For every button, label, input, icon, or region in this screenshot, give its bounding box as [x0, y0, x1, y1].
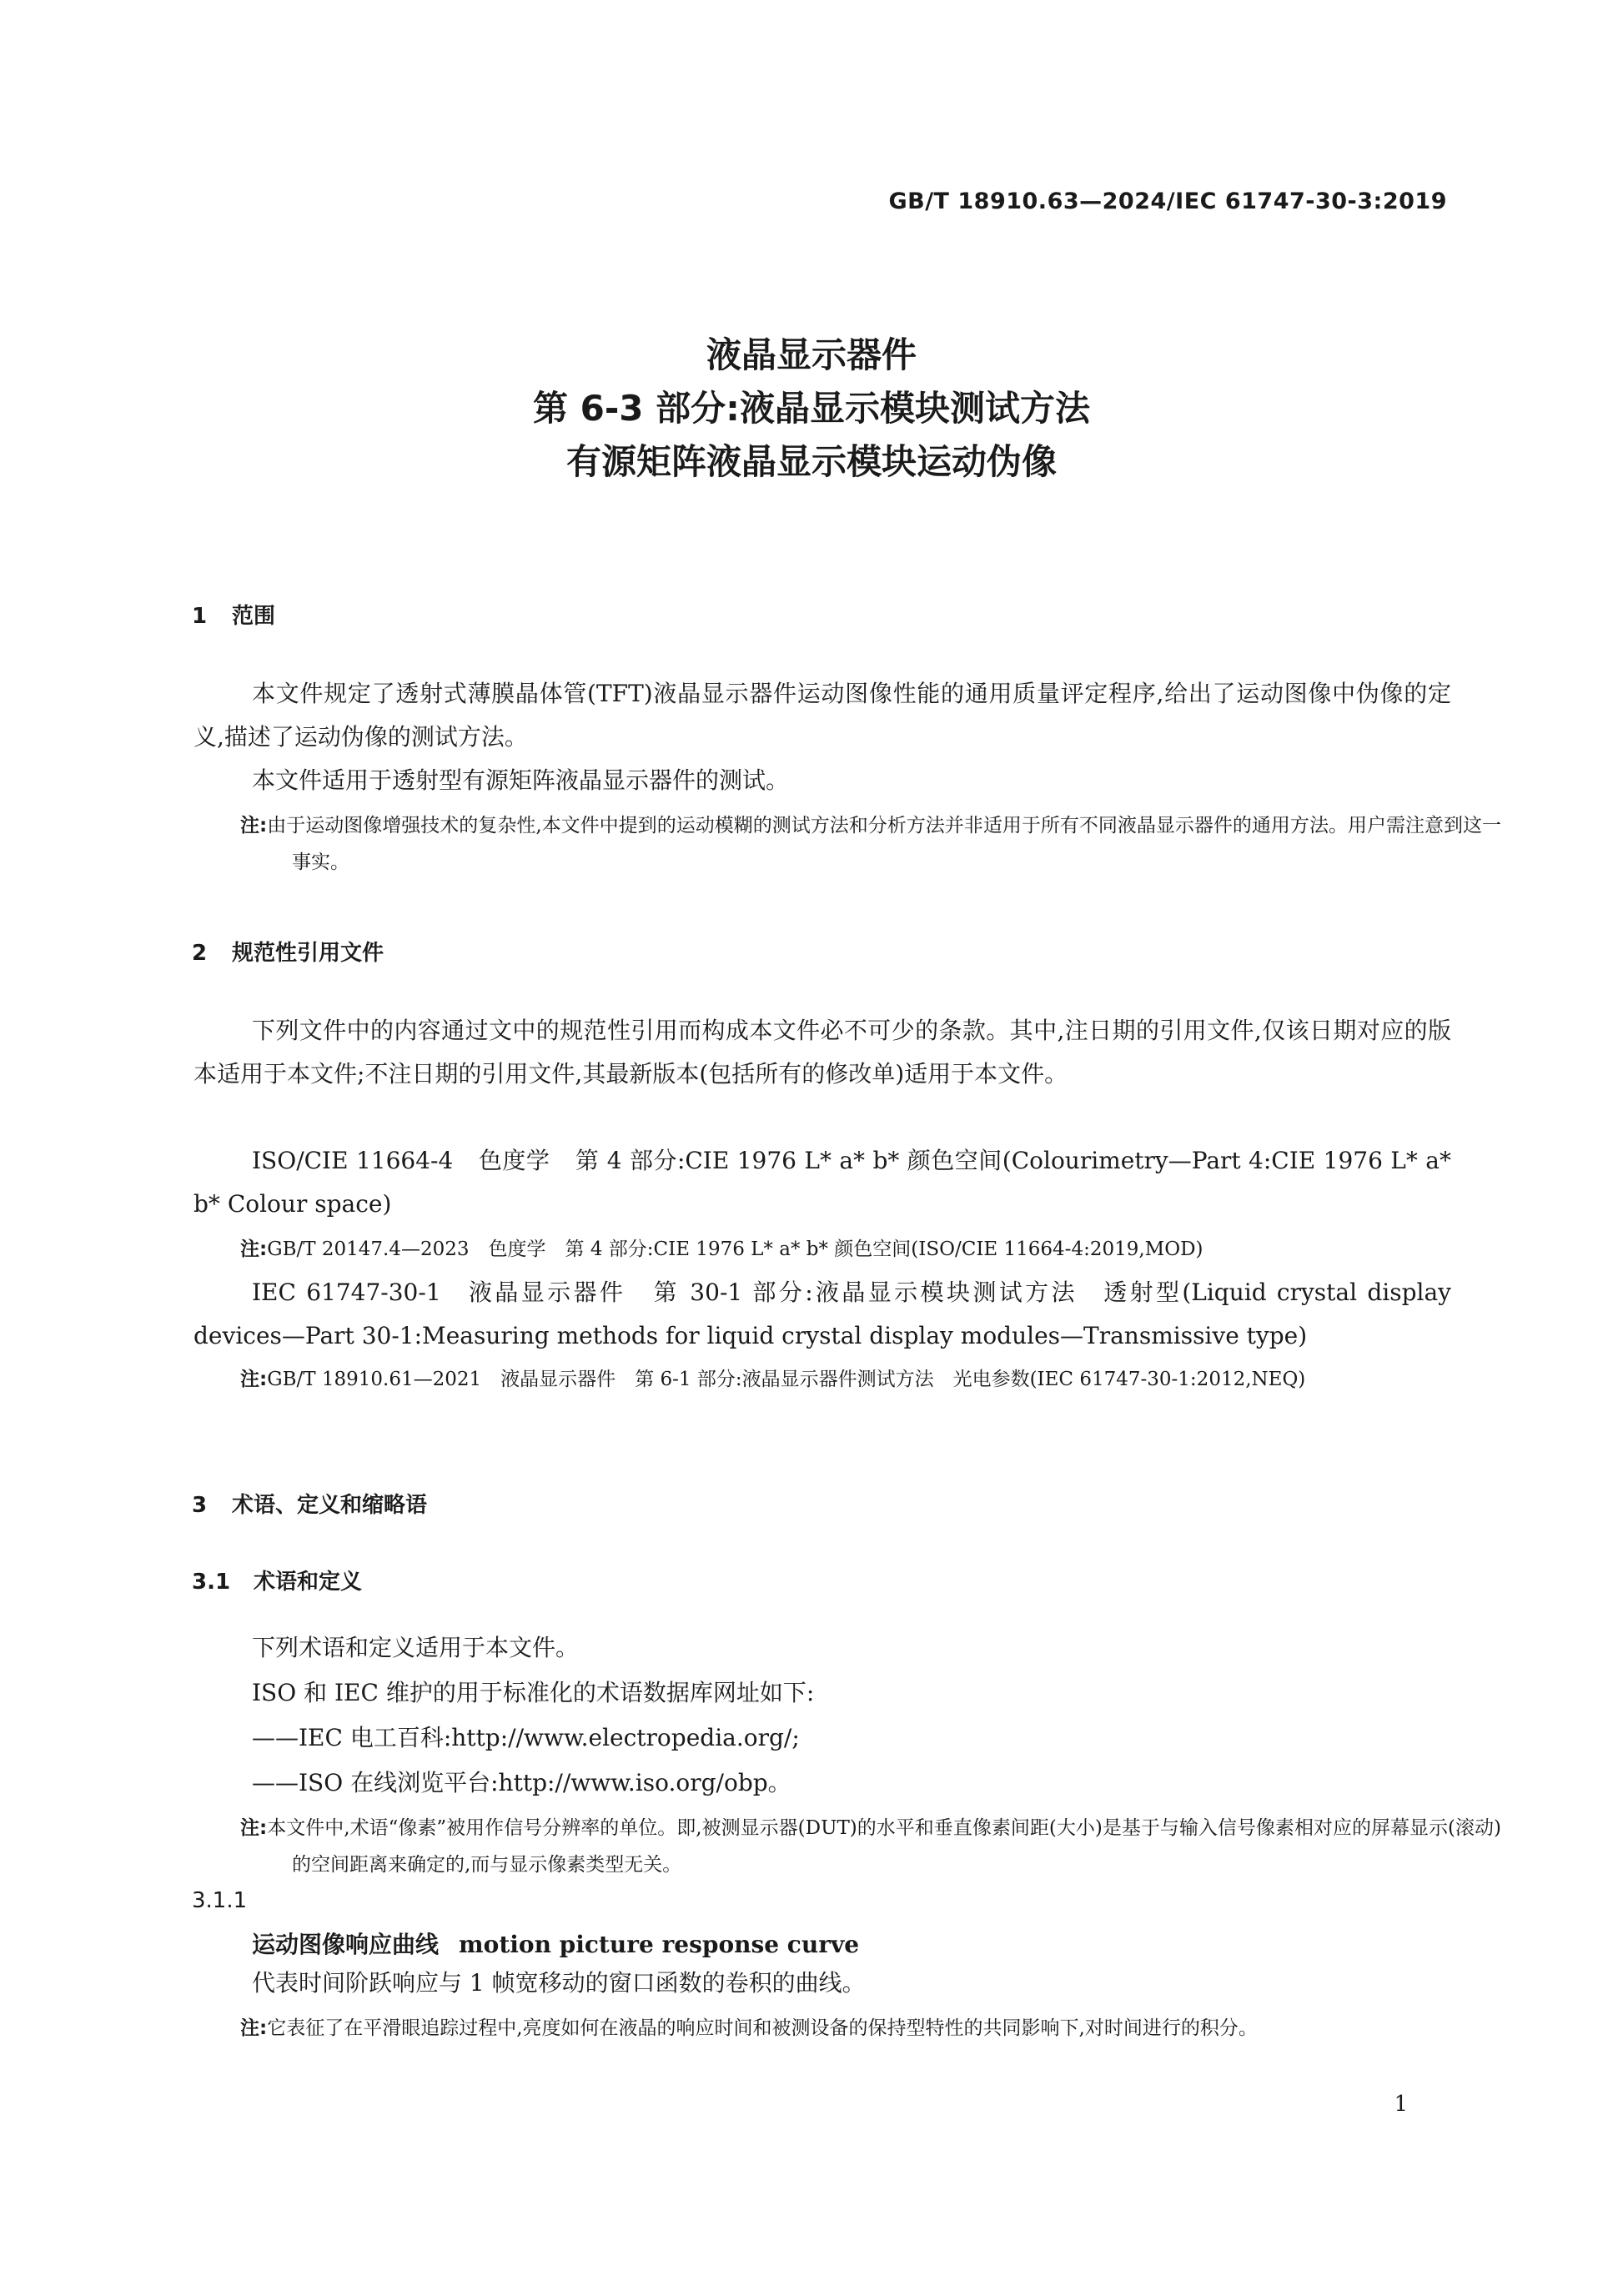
- section-title: 规范性引用文件: [232, 941, 384, 966]
- section-3-1-note: [240, 1810, 1501, 1883]
- electropedia-link: ——IEC 电工百科:http://www.electropedia.org/;: [252, 1724, 800, 1751]
- note-label: 注:: [240, 2017, 268, 2039]
- reference-title-a: 色度学: [478, 1147, 550, 1174]
- reference-title-b: 第 30-1 部分:液晶显示模块测试方法 透射型(Liquid crystal display devices—Part 30-1:Measuring methods for liquid crystal display modules—Transmissive type): [193, 1279, 1451, 1349]
- title-line-2: 第 6-3 部分:液晶显示模块测试方法: [533, 388, 1090, 429]
- section-1-note: [240, 807, 1501, 881]
- note-text: 由于运动图像增强技术的复杂性,本文件中提到的运动模糊的测试方法和分析方法并非适用于所有不同液晶显示器件的通用方法。用户需注意到这一事实。: [267, 815, 1502, 873]
- term-definition: 代表时间阶跃响应与 1 帧宽移动的窗口函数的卷积的曲线。: [252, 1969, 866, 1997]
- page-number: 1: [1394, 2092, 1408, 2117]
- standard-number: GB/T 18910.63—2024/IEC 61747-30-3:2019: [888, 188, 1447, 214]
- note-label: 注:: [240, 1238, 268, 1260]
- title-line-3: 有源矩阵液晶显示模块运动伪像: [565, 441, 1057, 482]
- reference-1: [193, 1139, 1451, 1226]
- section-2-heading: [192, 936, 384, 967]
- section-title: 范围: [232, 604, 276, 629]
- title-line-1: 液晶显示器件: [706, 334, 917, 375]
- section-title: 术语和定义: [254, 1570, 363, 1595]
- section-3-1-line-1: 下列术语和定义适用于本文件。: [252, 1634, 580, 1661]
- reference-title-b: 第 4 部分:CIE 1976 L* a* b* 颜色空间(Colourimetry—Part 4:CIE 1976 L* a* b* Colour space): [193, 1147, 1451, 1218]
- term-number: 3.1.1: [192, 1888, 248, 1913]
- section-number: 1: [192, 604, 208, 629]
- note-text: GB/T 18910.61—2021 液晶显示器件 第 6-1 部分:液晶显示器件测试方法 光电参数(IEC 61747-30-1:2012,NEQ): [267, 1369, 1306, 1390]
- section-number: 2: [192, 941, 208, 966]
- section-title: 术语、定义和缩略语: [232, 1493, 428, 1518]
- document-title: [0, 329, 1623, 489]
- section-1-paragraph-2: 本文件适用于透射型有源矩阵液晶显示器件的测试。: [252, 766, 790, 794]
- section-1-heading: [192, 599, 275, 630]
- section-3-1-heading: [192, 1565, 362, 1595]
- term-note: [240, 2010, 1501, 2047]
- note-text: 它表征了在平滑眼追踪过程中,亮度如何在液晶的响应时间和被测设备的保持型特性的共同影响下,对时间进行的积分。: [267, 2017, 1258, 2039]
- note-label: 注:: [240, 1817, 268, 1839]
- note-label: 注:: [240, 1369, 268, 1390]
- section-number: 3.1: [192, 1570, 231, 1595]
- term-chinese: 运动图像响应曲线: [252, 1931, 440, 1958]
- reference-2: [193, 1271, 1451, 1358]
- note-label: 注:: [240, 815, 268, 837]
- section-3-1-line-2: ISO 和 IEC 维护的用于标准化的术语数据库网址如下:: [252, 1679, 815, 1706]
- reference-2-note: [240, 1361, 1501, 1398]
- section-number: 3: [192, 1493, 208, 1518]
- reference-1-note: [240, 1231, 1501, 1268]
- section-1-paragraph-1: 本文件规定了透射式薄膜晶体管(TFT)液晶显示器件运动图像性能的通用质量评定程序,给出了运动图像中伪像的定义,描述了运动伪像的测试方法。: [193, 680, 1451, 751]
- note-text: GB/T 20147.4—2023 色度学 第 4 部分:CIE 1976 L* a* b* 颜色空间(ISO/CIE 11664-4:2019,MOD): [267, 1238, 1203, 1260]
- reference-title-a: 液晶显示器件: [465, 1279, 626, 1306]
- section-3-heading: [192, 1488, 427, 1519]
- term-heading: [252, 1927, 859, 1960]
- iso-obp-link: ——ISO 在线浏览平台:http://www.iso.org/obp。: [252, 1769, 791, 1796]
- reference-id: ISO/CIE 11664-4: [252, 1147, 454, 1174]
- note-text: 本文件中,术语“像素”被用作信号分辨率的单位。即,被测显示器(DUT)的水平和垂直像素间距(大小)是基于与输入信号像素相对应的屏幕显示(滚动)的空间距离来确定的,而与显示像素类型无关。: [267, 1817, 1501, 1876]
- section-2-paragraph-1: 下列文件中的内容通过文中的规范性引用而构成本文件必不可少的条款。其中,注日期的引用文件,仅该日期对应的版本适用于本文件;不注日期的引用文件,其最新版本(包括所有的修改单)适用于本文件。: [193, 1017, 1451, 1088]
- term-english: motion picture response curve: [459, 1931, 860, 1958]
- reference-id: IEC 61747-30-1: [252, 1279, 441, 1306]
